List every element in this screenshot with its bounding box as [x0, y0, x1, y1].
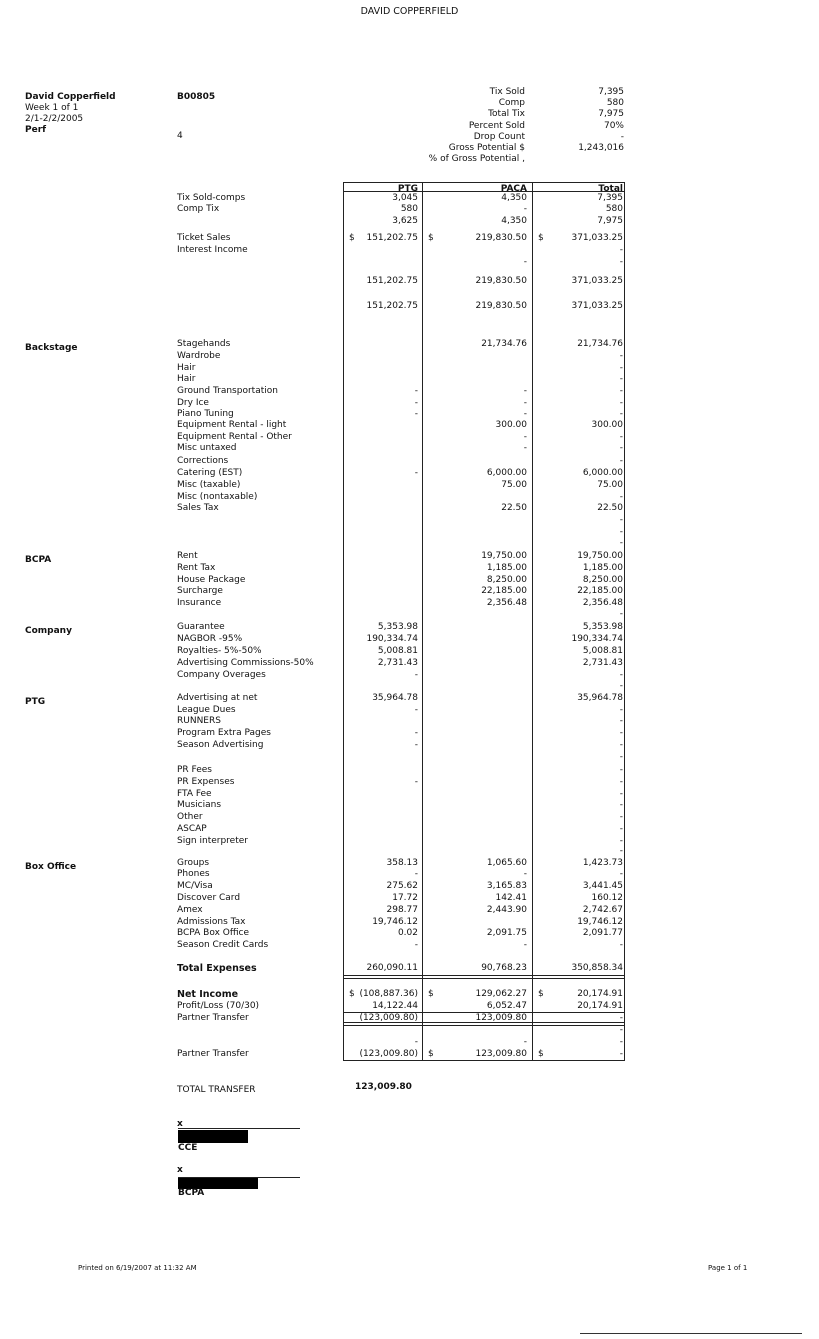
row-label: Interest Income [177, 245, 248, 255]
signature-mark: x [177, 1119, 183, 1129]
cell-ptg: 14,122.44 [372, 1001, 418, 1011]
cell-total: 1,185.00 [582, 563, 623, 573]
cell-paca: - [523, 204, 527, 214]
row-label: Ticket Sales [177, 233, 231, 243]
cell-paca: 90,768.23 [481, 963, 527, 973]
cell-paca: - [523, 1037, 527, 1047]
row-label: Advertising at net [177, 693, 258, 703]
row-label: Dry Ice [177, 398, 209, 408]
row-label: Piano Tuning [177, 409, 234, 419]
cell-total: 7,975 [597, 216, 623, 226]
cell-ptg: 0.02 [397, 928, 418, 938]
date-range: 2/1-2/2/2005 [25, 114, 84, 124]
cell-ptg: 151,202.75 [366, 233, 418, 243]
cell-ptg: (123,009.80) [359, 1049, 418, 1059]
row-label: Wardrobe [177, 351, 221, 361]
row-label: Musicians [177, 800, 222, 810]
cell-paca: 75.00 [501, 480, 527, 490]
cell-paca: - [523, 257, 527, 267]
cell-total: - [619, 443, 623, 453]
row-label: Total Expenses [177, 963, 257, 974]
cell-ptg: 2,731.43 [377, 658, 418, 668]
redaction-block [178, 1130, 248, 1143]
stat-label: % of Gross Potential , [428, 154, 525, 165]
row-label: Royalties- 5%-50% [177, 646, 262, 656]
cell-total: 22.50 [597, 503, 623, 513]
cell-paca: 4,350 [501, 193, 527, 203]
row-label: Hair [177, 374, 196, 384]
cell-paca: 2,356.48 [486, 598, 527, 608]
cell-ptg: - [414, 869, 418, 879]
row-label: Corrections [177, 456, 229, 466]
cell-paca: - [523, 432, 527, 442]
cell-ptg: 358.13 [386, 858, 418, 868]
row-label: Hair [177, 363, 196, 373]
cell-total: 371,033.25 [571, 276, 623, 286]
row-label: Sales Tax [177, 503, 219, 513]
signature-line [178, 1128, 300, 1129]
cell-total: 371,033.25 [571, 233, 623, 243]
cell-paca: 219,830.50 [475, 301, 527, 311]
row-label: Surcharge [177, 586, 223, 596]
cell-paca: 6,000.00 [486, 468, 527, 478]
cell-total: - [619, 681, 623, 691]
row-label: Season Advertising [177, 740, 264, 750]
cell-total: - [619, 374, 623, 384]
cell-total: - [619, 351, 623, 361]
row-label: Net Income [177, 989, 239, 1000]
cell-total: 20,174.91 [577, 989, 623, 999]
cell-ptg: 190,334.74 [366, 634, 418, 644]
cell-ptg: 17.72 [392, 893, 418, 903]
stat-label: Comp [498, 98, 525, 109]
cell-total: 5,353.98 [582, 622, 623, 632]
row-label: Ground Transportation [177, 386, 278, 396]
cell-ptg: - [414, 386, 418, 396]
cell-paca: 123,009.80 [475, 1013, 527, 1023]
row-label: Discover Card [177, 893, 241, 903]
cell-total: 160.12 [591, 893, 623, 903]
cell-paca: 19,750.00 [481, 551, 527, 561]
cell-paca: 123,009.80 [475, 1049, 527, 1059]
cell-total: 300.00 [591, 420, 623, 430]
cell-ptg: 3,045 [392, 193, 418, 203]
cell-ptg: 275.62 [386, 881, 418, 891]
stat-value: 1,243,016 [578, 143, 624, 153]
cell-ptg: - [414, 468, 418, 478]
cell-total: - [619, 940, 623, 950]
cell-total: 21,734.76 [577, 339, 623, 349]
cell-total: - [619, 716, 623, 726]
cell-total: - [619, 527, 623, 537]
stat-label: Percent Sold [468, 120, 525, 131]
row-label: Equipment Rental - light [177, 420, 287, 430]
stat-value: 580 [606, 98, 624, 109]
row-label: Advertising Commissions-50% [177, 658, 314, 668]
cell-ptg: 3,625 [392, 216, 418, 226]
cell-total: - [619, 812, 623, 822]
cell-total: 8,250.00 [582, 575, 623, 585]
row-label: ASCAP [177, 824, 207, 834]
cell-total: - [619, 1025, 623, 1035]
cell-paca: 22,185.00 [481, 586, 527, 596]
dollar-sign: $ [349, 989, 355, 999]
cell-total: - [619, 432, 623, 442]
row-label: Program Extra Pages [177, 728, 271, 738]
cell-total: - [619, 515, 623, 525]
cell-total: - [619, 456, 623, 466]
cell-total: - [619, 740, 623, 750]
cell-total: 190,334.74 [571, 634, 623, 644]
row-label: MC/Visa [177, 881, 213, 891]
stat-value: - [620, 131, 624, 142]
col-header-paca: PACA [500, 184, 527, 194]
cell-total: - [619, 705, 623, 715]
cell-total: 2,091.77 [582, 928, 623, 938]
cell-total: 19,746.12 [577, 917, 623, 927]
week-label: Week 1 of 1 [25, 103, 79, 113]
cell-paca: 21,734.76 [481, 339, 527, 349]
cell-total: 350,858.34 [571, 963, 623, 973]
section-label: BCPA [25, 555, 52, 565]
cell-paca: 3,165.83 [486, 881, 527, 891]
perf-label: Perf [25, 125, 47, 135]
total-rule [343, 978, 625, 979]
column-divider [532, 182, 533, 1061]
perf-count: 4 [177, 131, 183, 141]
cell-paca: - [523, 409, 527, 419]
cell-paca: 129,062.27 [475, 989, 527, 999]
cell-ptg: - [414, 1037, 418, 1047]
row-label: Misc untaxed [177, 443, 237, 453]
printed-date: Printed on 6/19/2007 at 11:32 AM [78, 1264, 197, 1272]
cell-ptg: 151,202.75 [366, 301, 418, 311]
row-label: Tix Sold-comps [177, 193, 246, 203]
cell-paca: 2,091.75 [486, 928, 527, 938]
signature-mark: x [177, 1165, 183, 1175]
cell-total: - [619, 409, 623, 419]
total-transfer-label: TOTAL TRANSFER [177, 1085, 256, 1095]
cell-ptg: 580 [400, 204, 418, 214]
cell-total: 2,742.67 [582, 905, 623, 915]
cell-total: - [619, 846, 623, 856]
cell-total: 2,731.43 [582, 658, 623, 668]
row-label: Guarantee [177, 622, 225, 632]
row-label: Company Overages [177, 670, 266, 680]
row-label: Comp Tix [177, 204, 220, 214]
dollar-sign: $ [428, 989, 434, 999]
dollar-sign: $ [538, 233, 544, 243]
row-label: Phones [177, 869, 210, 879]
show-code: B00805 [177, 92, 216, 102]
cell-paca: 219,830.50 [475, 233, 527, 243]
cell-total: - [619, 386, 623, 396]
row-label: Other [177, 812, 203, 822]
stat-label: Tix Sold [489, 87, 525, 97]
cell-paca: 142.41 [495, 893, 527, 903]
cell-ptg: - [414, 728, 418, 738]
stat-label: Drop Count [473, 131, 525, 142]
stat-label: Total Tix [488, 109, 525, 120]
show-name: David Copperfield [25, 92, 116, 102]
cell-total: - [619, 609, 623, 619]
row-label: Groups [177, 858, 210, 868]
cell-total: - [619, 752, 623, 762]
page-title: DAVID COPPERFIELD [360, 6, 459, 17]
cell-total: - [619, 363, 623, 373]
stat-label: Gross Potential $ [448, 143, 525, 153]
cell-paca: - [523, 443, 527, 453]
row-label: BCPA Box Office [177, 928, 250, 938]
cell-ptg: - [414, 398, 418, 408]
cell-paca: - [523, 398, 527, 408]
cell-total: - [619, 1049, 623, 1059]
cell-paca: 2,443.90 [486, 905, 527, 915]
section-label: Company [25, 626, 72, 636]
cell-total: - [619, 1037, 623, 1047]
section-label: Box Office [25, 862, 77, 872]
cell-total: - [619, 492, 623, 502]
row-label: Profit/Loss (70/30) [177, 1001, 260, 1011]
total-transfer-value: 123,009.80 [355, 1082, 412, 1092]
cell-total: - [619, 800, 623, 810]
col-header-total: Total [598, 184, 623, 194]
cell-ptg: 298.77 [386, 905, 418, 915]
row-label: PR Fees [177, 765, 212, 775]
footer-rule [580, 1333, 802, 1334]
cell-ptg: 151,202.75 [366, 276, 418, 286]
cell-total: - [619, 824, 623, 834]
section-label: Backstage [25, 343, 78, 353]
row-label: Catering (EST) [177, 468, 243, 478]
cell-total: 1,423.73 [582, 858, 623, 868]
column-divider [422, 182, 423, 1061]
dollar-sign: $ [428, 1049, 434, 1059]
cell-paca: 219,830.50 [475, 276, 527, 286]
signature-org: BCPA [178, 1188, 205, 1198]
row-label: Season Credit Cards [177, 940, 269, 950]
cell-total: 19,750.00 [577, 551, 623, 561]
row-label: PR Expenses [177, 777, 235, 787]
row-label: League Dues [177, 705, 236, 715]
cell-total: 2,356.48 [582, 598, 623, 608]
cell-total: 35,964.78 [577, 693, 623, 703]
row-label: Misc (taxable) [177, 480, 241, 490]
total-rule [343, 975, 625, 976]
row-label: Rent Tax [177, 563, 216, 573]
cell-total: 371,033.25 [571, 301, 623, 311]
signature-org: CCE [178, 1143, 198, 1153]
stat-value: 7,975 [598, 109, 624, 120]
cell-total: 3,441.45 [582, 881, 623, 891]
dollar-sign: $ [538, 1049, 544, 1059]
cell-paca: 1,185.00 [486, 563, 527, 573]
cell-ptg: - [414, 670, 418, 680]
cell-total: - [619, 670, 623, 680]
cell-total: - [619, 765, 623, 775]
cell-paca: 300.00 [495, 420, 527, 430]
row-label: Stagehands [177, 339, 231, 349]
row-label: Insurance [177, 598, 222, 608]
cell-paca: 8,250.00 [486, 575, 527, 585]
cell-total: 7,395 [597, 193, 623, 203]
cell-ptg: - [414, 740, 418, 750]
page-number: Page 1 of 1 [708, 1264, 748, 1272]
cell-total: 580 [605, 204, 623, 214]
row-label: Admissions Tax [177, 917, 246, 927]
cell-total: - [619, 1013, 623, 1023]
cell-ptg: - [414, 705, 418, 715]
cell-ptg: (108,887.36) [359, 989, 418, 999]
cell-total: - [619, 245, 623, 255]
cell-ptg: 260,090.11 [366, 963, 418, 973]
section-label: PTG [25, 697, 46, 707]
cell-paca: 4,350 [501, 216, 527, 226]
cell-paca: - [523, 386, 527, 396]
dollar-sign: $ [428, 233, 434, 243]
row-label: Partner Transfer [177, 1049, 249, 1059]
row-label: House Package [177, 575, 246, 585]
cell-total: - [619, 789, 623, 799]
row-label: Misc (nontaxable) [177, 492, 258, 502]
cell-total: 22,185.00 [577, 586, 623, 596]
cell-ptg: 19,746.12 [372, 917, 418, 927]
cell-paca: - [523, 940, 527, 950]
cell-total: 5,008.81 [582, 646, 623, 656]
cell-paca: 22.50 [501, 503, 527, 513]
cell-total: 75.00 [597, 480, 623, 490]
row-label: Rent [177, 551, 198, 561]
cell-paca: - [523, 869, 527, 879]
cell-total: - [619, 836, 623, 846]
cell-ptg: 5,008.81 [377, 646, 418, 656]
cell-paca: 1,065.60 [486, 858, 527, 868]
stat-value: 70% [603, 120, 624, 131]
cell-total: - [619, 869, 623, 879]
cell-ptg: 5,353.98 [377, 622, 418, 632]
cell-total: - [619, 777, 623, 787]
cell-total: - [619, 398, 623, 408]
cell-total: - [619, 538, 623, 548]
signature-line [178, 1177, 300, 1178]
row-label: Amex [177, 905, 203, 915]
row-label: RUNNERS [177, 716, 221, 726]
cell-ptg: - [414, 409, 418, 419]
dollar-sign: $ [349, 233, 355, 243]
row-label: Equipment Rental - Other [177, 432, 292, 442]
cell-ptg: - [414, 777, 418, 787]
dollar-sign: $ [538, 989, 544, 999]
col-header-ptg: PTG [397, 184, 418, 194]
cell-total: - [619, 257, 623, 267]
stat-value: 7,395 [598, 87, 624, 97]
row-label: Partner Transfer [177, 1013, 249, 1023]
cell-ptg: 35,964.78 [372, 693, 418, 703]
row-label: FTA Fee [177, 789, 212, 799]
row-label: Sign interpreter [177, 836, 248, 846]
cell-ptg: - [414, 940, 418, 950]
cell-paca: 6,052.47 [486, 1001, 527, 1011]
cell-total: 20,174.91 [577, 1001, 623, 1011]
cell-total: - [619, 728, 623, 738]
cell-ptg: (123,009.80) [359, 1013, 418, 1023]
row-label: NAGBOR -95% [177, 634, 243, 644]
cell-total: 6,000.00 [582, 468, 623, 478]
